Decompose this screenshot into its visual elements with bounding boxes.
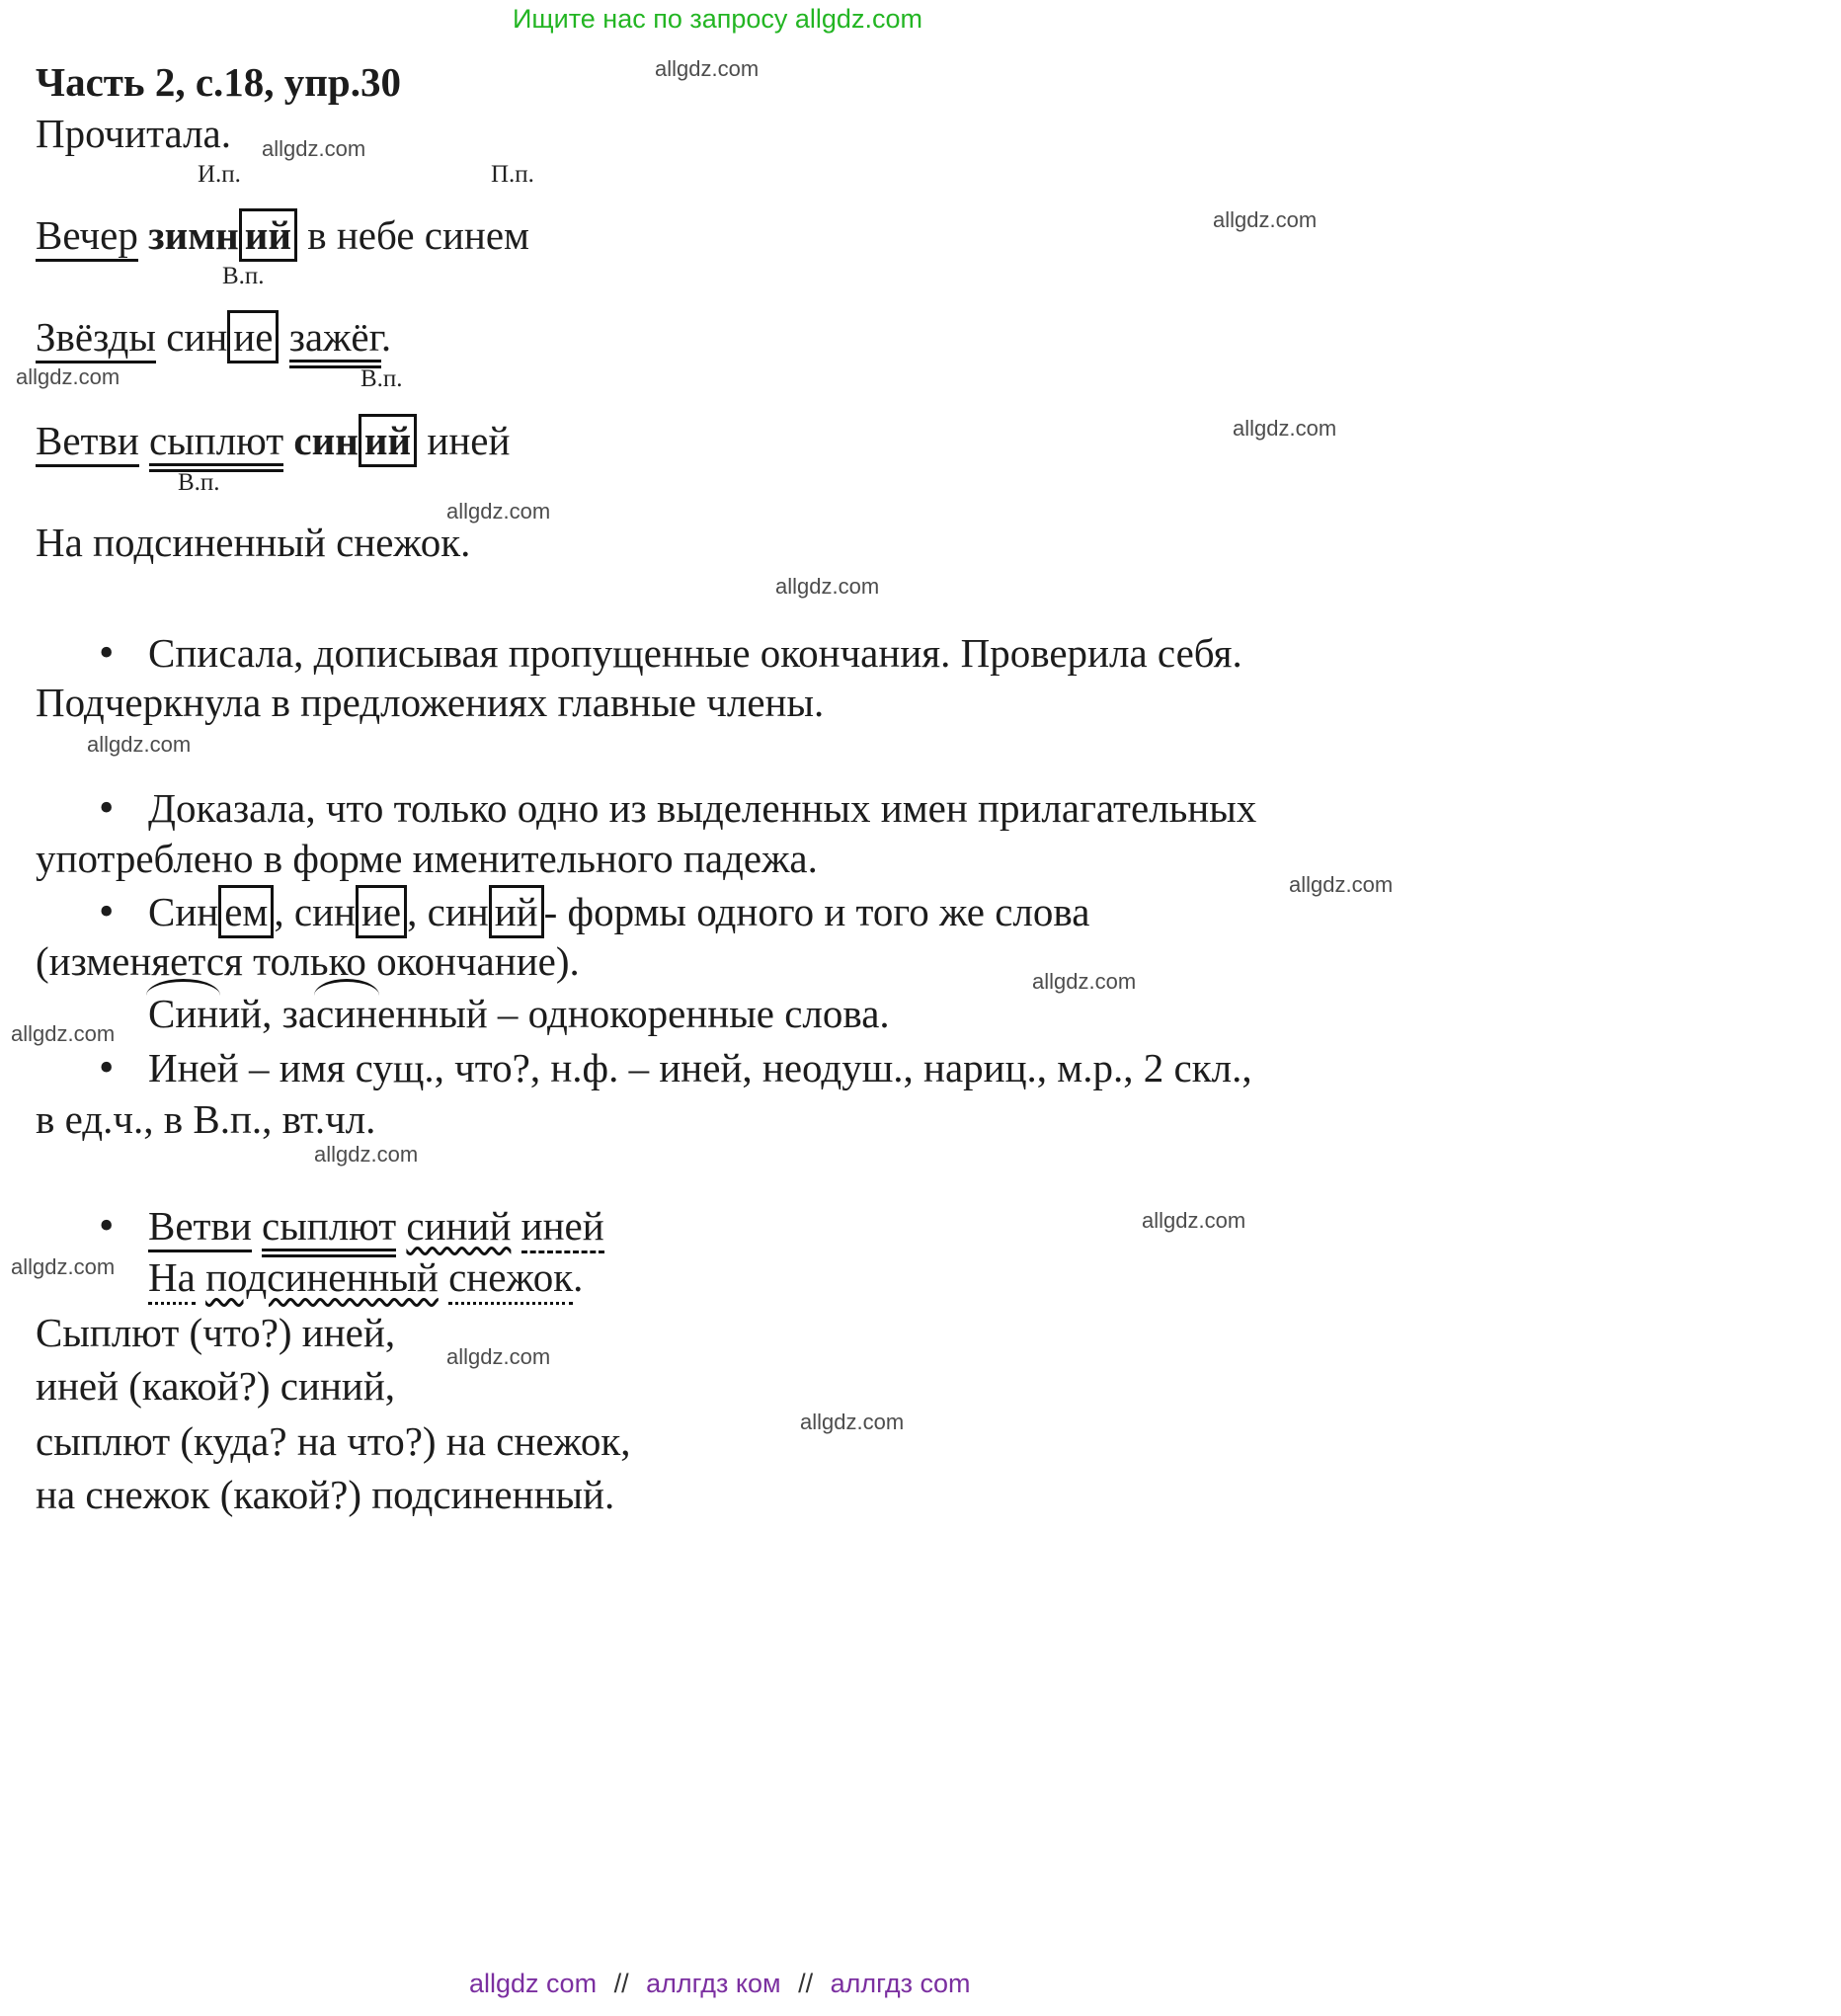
poem-line-1 xyxy=(36,212,529,259)
text-fragment: енный – однокоренные слова. xyxy=(377,991,890,1036)
adjective-stem: син xyxy=(293,418,359,463)
watermark: allgdz.com xyxy=(11,1021,116,1046)
adverbial-word: На xyxy=(148,1254,196,1305)
bullet-item-3-cont: (изменяется только окончание). xyxy=(36,938,580,984)
predicate-word: сыплют xyxy=(262,1203,396,1257)
watermark: allgdz.com xyxy=(446,499,551,524)
qa-line-4: на снежок (какой?) подсиненный. xyxy=(36,1472,615,1517)
bullet-marker: • xyxy=(99,1043,115,1091)
text-fragment: . xyxy=(573,1254,584,1300)
footer xyxy=(469,1969,970,1999)
watermark: allgdz.com xyxy=(1032,969,1137,994)
predicate-word: сыплют xyxy=(149,418,283,472)
bullet-item-5 xyxy=(36,1201,604,1251)
ending-box: ий xyxy=(359,414,417,467)
text-fragment: ий, за xyxy=(218,991,317,1036)
word-stem: , син xyxy=(274,889,356,934)
attribute-word: подсиненный xyxy=(205,1254,439,1300)
qa-line-3: сыплют (куда? на что?) на снежок, xyxy=(36,1418,631,1464)
object-word: иней xyxy=(521,1203,604,1253)
bullet-item-4-cont: в ед.ч., в В.п., вт.чл. xyxy=(36,1096,376,1142)
case-label-vp: В.п. xyxy=(360,365,403,392)
subject-word: Звёзды xyxy=(36,314,156,363)
watermark: allgdz.com xyxy=(1233,416,1337,441)
attribute-word: синий xyxy=(406,1203,512,1249)
footer-separator: // xyxy=(613,1969,629,1998)
bullet-item-2 xyxy=(36,783,1256,834)
bullet-item-3 xyxy=(36,887,1089,937)
word-stem: , син xyxy=(407,889,489,934)
root-marked: син xyxy=(316,991,378,1036)
text-fragment: в небе синем xyxy=(307,212,529,258)
ending-box: ем xyxy=(218,885,274,938)
watermark: allgdz.com xyxy=(314,1142,419,1167)
text-fragment: . xyxy=(380,314,392,360)
ending-box: ий xyxy=(239,208,297,262)
watermark: allgdz.com xyxy=(655,56,760,81)
watermark: allgdz.com xyxy=(1142,1208,1246,1233)
bullet-item-2-cont: употреблено в форме именительного падежа. xyxy=(36,836,818,881)
poem-line-2 xyxy=(36,314,391,361)
subject-word: Ветви xyxy=(36,418,139,467)
qa-line-1: Сыплют (что?) иней, xyxy=(36,1310,396,1355)
bullet-marker: • xyxy=(99,1201,115,1250)
root-words-line xyxy=(148,991,890,1037)
bullet-marker: • xyxy=(99,783,115,832)
bullet-marker: • xyxy=(99,628,115,677)
case-label-vp: В.п. xyxy=(222,263,265,289)
root-marked: Син xyxy=(148,991,219,1036)
watermark: allgdz.com xyxy=(800,1410,905,1434)
adverbial-word: снежок xyxy=(448,1254,573,1305)
bullet-item-5-cont xyxy=(148,1254,583,1301)
case-label-ip: И.п. xyxy=(198,161,241,188)
bullet-text: Иней – имя сущ., что?, н.ф. – иней, неодуш., нариц., м.р., 2 скл., xyxy=(148,1045,1252,1090)
text-fragment: иней xyxy=(427,418,511,463)
ending-box: ие xyxy=(227,310,279,363)
footer-link-text: allgdz com xyxy=(469,1969,598,1998)
case-label-pp: П.п. xyxy=(491,161,534,188)
promo-header: Ищите нас по запросу allgdz.com xyxy=(513,4,922,34)
bullet-text: Доказала, что только одно из выделенных имен прилагательных xyxy=(148,785,1257,831)
ending-box: ий xyxy=(489,885,544,938)
watermark: allgdz.com xyxy=(446,1344,551,1369)
adjective-stem: син xyxy=(166,314,228,360)
watermark: allgdz.com xyxy=(1289,872,1394,897)
qa-line-2: иней (какой?) синий, xyxy=(36,1363,396,1409)
footer-link-text: аллгдз com xyxy=(830,1969,971,1998)
watermark: allgdz.com xyxy=(262,136,366,161)
bullet-text: Списала, дописывая пропущенные окончания. Проверила себя. xyxy=(148,630,1242,676)
bullet-item-1-cont: Подчеркнула в предложениях главные члены. xyxy=(36,680,825,725)
text-fragment: - формы одного и того же слова xyxy=(543,889,1090,934)
watermark: allgdz.com xyxy=(775,574,880,599)
watermark: allgdz.com xyxy=(16,364,120,389)
watermark: allgdz.com xyxy=(87,732,192,757)
bullet-marker: • xyxy=(99,887,115,935)
subject-word: Вечер xyxy=(36,212,138,262)
bullet-item-4 xyxy=(36,1043,1252,1093)
word-stem: Син xyxy=(148,889,219,934)
watermark: allgdz.com xyxy=(11,1254,116,1279)
ending-box: ие xyxy=(356,885,407,938)
footer-link-text: аллгдз ком xyxy=(646,1969,781,1998)
adjective-stem: зимн xyxy=(148,212,239,258)
subject-word: Ветви xyxy=(148,1203,252,1252)
exercise-title: Часть 2, с.18, упр.30 xyxy=(36,59,401,105)
poem-line-3 xyxy=(36,418,510,464)
bullet-item-1 xyxy=(36,628,1242,679)
case-label-vp: В.п. xyxy=(178,469,220,496)
poem-line-4: На подсиненный снежок. xyxy=(36,520,471,565)
footer-separator: // xyxy=(798,1969,814,1998)
intro-line: Прочитала. xyxy=(36,111,231,156)
predicate-word: зажёг xyxy=(289,314,381,368)
watermark: allgdz.com xyxy=(1213,207,1318,232)
